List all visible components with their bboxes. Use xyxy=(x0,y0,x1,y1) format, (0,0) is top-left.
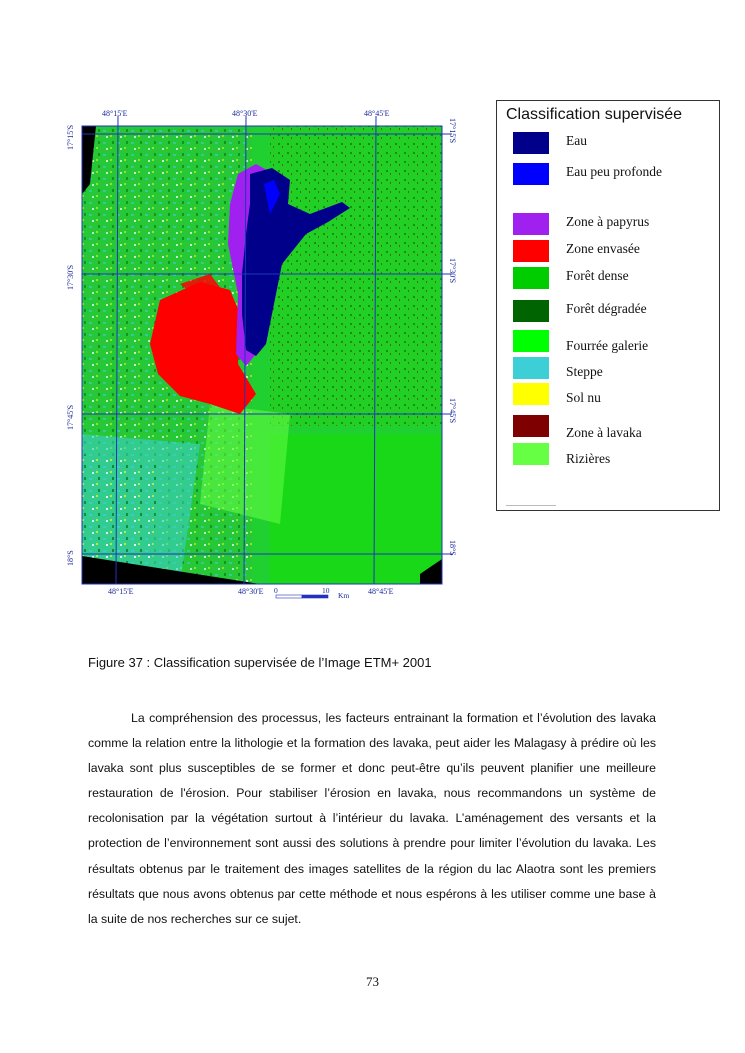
figure-caption: Figure 37 : Classification supervisée de l’Image ETM+ 2001 xyxy=(88,655,432,670)
legend-label: Eau xyxy=(566,133,587,148)
legend-label: Rizières xyxy=(566,451,611,466)
satellite-classification-image xyxy=(60,104,460,600)
classification-map xyxy=(60,104,460,600)
left-label-3: 17°45'S xyxy=(66,404,75,430)
legend-swatch xyxy=(513,415,549,437)
legend-swatch xyxy=(513,443,549,465)
scale-unit: Km xyxy=(338,591,350,600)
legend-swatch xyxy=(513,240,549,262)
legend-label: Zone à papyrus xyxy=(566,214,650,229)
legend-label: Forêt dense xyxy=(566,268,629,283)
legend-swatch xyxy=(513,300,549,322)
legend-label: Fourrée galerie xyxy=(566,338,649,353)
right-label-4: 18°S xyxy=(448,540,457,556)
scale-bar xyxy=(274,586,349,600)
top-label-1: 48°15'E xyxy=(102,109,128,118)
right-label-3: 17°45'S xyxy=(448,398,457,424)
page-number: 73 xyxy=(366,974,379,989)
left-label-4: 18°S xyxy=(66,550,75,566)
legend-swatch xyxy=(513,357,549,379)
right-label-2: 17°30'S xyxy=(448,258,457,284)
legend-label: Zone envasée xyxy=(566,241,640,256)
right-label-1: 17°15'S xyxy=(448,118,457,144)
legend-swatch xyxy=(513,213,549,235)
legend-swatch xyxy=(513,383,549,405)
bottom-label-3: 48°45'E xyxy=(368,587,394,596)
left-label-2: 17°30'S xyxy=(66,264,75,290)
legend-swatch xyxy=(513,132,549,154)
legend-label: Zone à lavaka xyxy=(566,425,642,440)
scale-mid: 10 xyxy=(322,586,330,595)
bottom-label-1: 48°15'E xyxy=(108,587,134,596)
scale-start: 0 xyxy=(274,586,278,595)
legend-label: Forêt dégradée xyxy=(566,301,647,316)
legend-divider xyxy=(506,505,556,506)
left-label-1: 17°15'S xyxy=(66,124,75,150)
legend-label: Sol nu xyxy=(566,390,601,405)
top-label-2: 48°30'E xyxy=(232,109,258,118)
legend-swatch xyxy=(513,267,549,289)
body-paragraph: La compréhension des processus, les facteurs entrainant la formation et l’évolution des lavaka comme la relation entre la lithologie et la formation des lavaka, peut aider les Malagasy à prédire où les lavaka sont plus susceptibles de se former et donc peut-être qu’ils peuvent planifier une meilleure restauration de l'érosion. Pour stabiliser l’érosion en lavaka, nous recommandons un système de recolonisation par la végétation surtout à l’intérieur du lavaka. L’aménagement des versants et la protection de l’environnement sont aussi des solutions à prendre pour limiter l’évolution du lavaka. Les résultats obtenus par le traitement des images satellites de la région du lac Alaotra sont les premiers résultats que nous avons obtenus par cette méthode et nous espérons à les utiliser comme une base à la suite de nos recherches sur ce sujet. xyxy=(88,711,656,926)
bottom-label-2: 48°30'E xyxy=(238,587,264,596)
legend-label: Eau peu profonde xyxy=(566,164,662,179)
legend-swatch xyxy=(513,163,549,185)
top-label-3: 48°45'E xyxy=(364,109,390,118)
legend-swatch xyxy=(513,330,549,352)
legend-title: Classification supervisée xyxy=(506,106,683,123)
map-legend xyxy=(496,100,720,511)
legend-label: Steppe xyxy=(566,364,603,379)
